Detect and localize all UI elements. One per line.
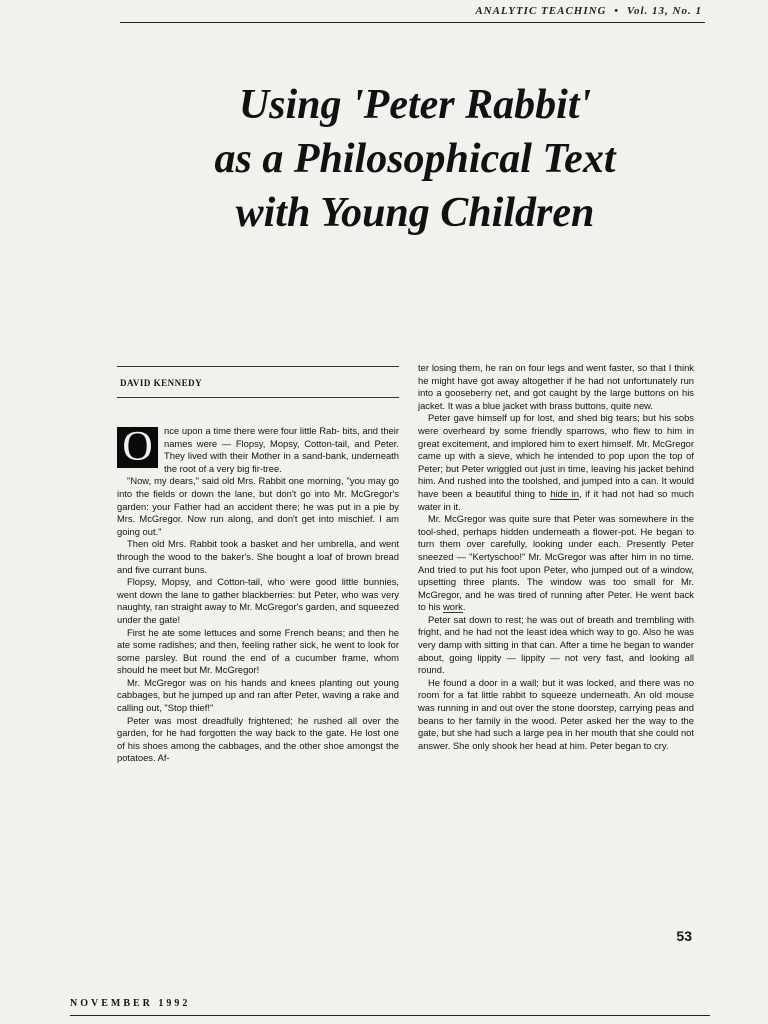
underlined-text: work: [443, 601, 463, 613]
paragraph: Then old Mrs. Rabbit took a basket and her umbrella, and went through the wood to the baker's. She bought a loaf of brown bread and five currant buns.: [117, 538, 399, 575]
footer-date: NOVEMBER 1992: [70, 998, 191, 1009]
title-line-3: with Young Children: [235, 190, 595, 236]
volume-info: Vol. 13, No. 1: [626, 5, 702, 17]
article-title: [110, 78, 720, 240]
drop-cap: O: [117, 427, 158, 468]
paragraph-text: Peter gave himself up for lost, and shed big tears; but his sobs were overheard by some friendly sparrows, who flew to him in great excitement, and implored him to exert himself. Mr. McGregor came up with a sieve, which he intended to pop upon the top of Peter; but Peter wriggled out just in time, leaving his jacket behind him. And rushed into the toolshed, and jumped into a can. It would have been a beautiful thing to: [418, 412, 694, 499]
paragraph: [418, 513, 694, 614]
paragraph-text: , if it had not had so much water in it.: [418, 487, 694, 512]
right-column: [418, 362, 694, 752]
paragraph: ter losing them, he ran on four legs and went faster, so that I think he might have got away altogether if he had not unfortunately run into a gooseberry net, and got caught by the large buttons on his jacket. It was a blue jacket with brass buttons, quite new.: [418, 362, 694, 411]
author-name: DAVID KENNEDY: [120, 378, 203, 388]
paragraph: [418, 412, 694, 513]
title-line-1: Using 'Peter Rabbit': [238, 82, 592, 128]
footer-rule: [70, 1015, 710, 1016]
paragraph: He found a door in a wall; but it was locked, and there was no room for a fat little rabbit to squeeze underneath. An old mouse was running in and out over the stone doorstep, carrying peas and beans to her family in the wood. Peter asked her the way to the gate, but she had such a large pea in her mouth that she could not answer. She only shook her head at him. Peter began to cry.: [418, 676, 694, 751]
header-rule: [120, 22, 705, 23]
author-rule-bottom: [117, 397, 399, 398]
paragraph-text: .: [462, 601, 466, 613]
opening-line: nce upon a time there were four little Rab-: [164, 425, 340, 436]
paragraph-text: Mr. McGregor was quite sure that Peter was somewhere in the tool-shed, perhaps hidden underneath a flower-pot. He began to turn them over carefully, looking under each. Presently Peter sneezed — "Kertyschoo!" Mr. McGregor was after him in no time. And tried to put his foot upon Peter, who jumped out of a window, upsetting three plants. The window was too small for Mr. McGregor, and he was tired of running after Peter. He went back to his: [418, 513, 694, 613]
header-separator: •: [614, 5, 620, 17]
running-header: [475, 5, 702, 17]
paragraph: First he ate some lettuces and some French beans; and then he ate some radishes; and then, feeling rather sick, he went to look for some parsley. But round the end of a cucumber frame, whom should he meet but Mr. McGregor!: [117, 626, 399, 676]
paragraph: [117, 425, 399, 475]
paragraph: Peter was most dreadfully frightened; he rushed all over the garden, for he had forgotten the way back to the gate. He lost one of his shoes among the cabbages, and the other shoe amongst the potatoes. Af-: [117, 714, 399, 764]
page-number: 53: [676, 928, 692, 944]
paragraph: Peter sat down to rest; he was out of breath and trembling with fright, and he had not the least idea which way to go. Also he was very damp with sitting in that can. After a time he began to wander about, going lippity — lippity — not very fast, and looking all round.: [418, 613, 694, 676]
left-column: [117, 425, 399, 765]
paragraph: "Now, my dears," said old Mrs. Rabbit one morning, "you may go into the fields or down the lane, but don't go into Mr. McGregor's garden: your Father had an accident there; he was put in a pie by Mrs. McGregor. Now run along, and don't get into mischief. I am going out.": [117, 475, 399, 537]
title-line-2: as a Philosophical Text: [214, 136, 616, 182]
opening-rest: bits, and their names were — Flopsy, Mopsy, Cotton-tail, and Peter. They lived with their Mother in a sand-bank, underneath the root of a very big fir-tree.: [164, 425, 399, 474]
author-rule-top: [117, 366, 399, 367]
paragraph: Flopsy, Mopsy, and Cotton-tail, who were good little bunnies, went down the lane to gather blackberries: but Peter, who was very naughty, ran straight away to Mr. McGregor's garden, and squeezed under the gate!: [117, 576, 399, 625]
paragraph: Mr. McGregor was on his hands and knees planting out young cabbages, but he jumped up and ran after Peter, waving a rake and calling out, "Stop thief!": [117, 676, 399, 714]
journal-name: ANALYTIC TEACHING: [475, 5, 607, 17]
underlined-text: hide in: [550, 487, 579, 499]
